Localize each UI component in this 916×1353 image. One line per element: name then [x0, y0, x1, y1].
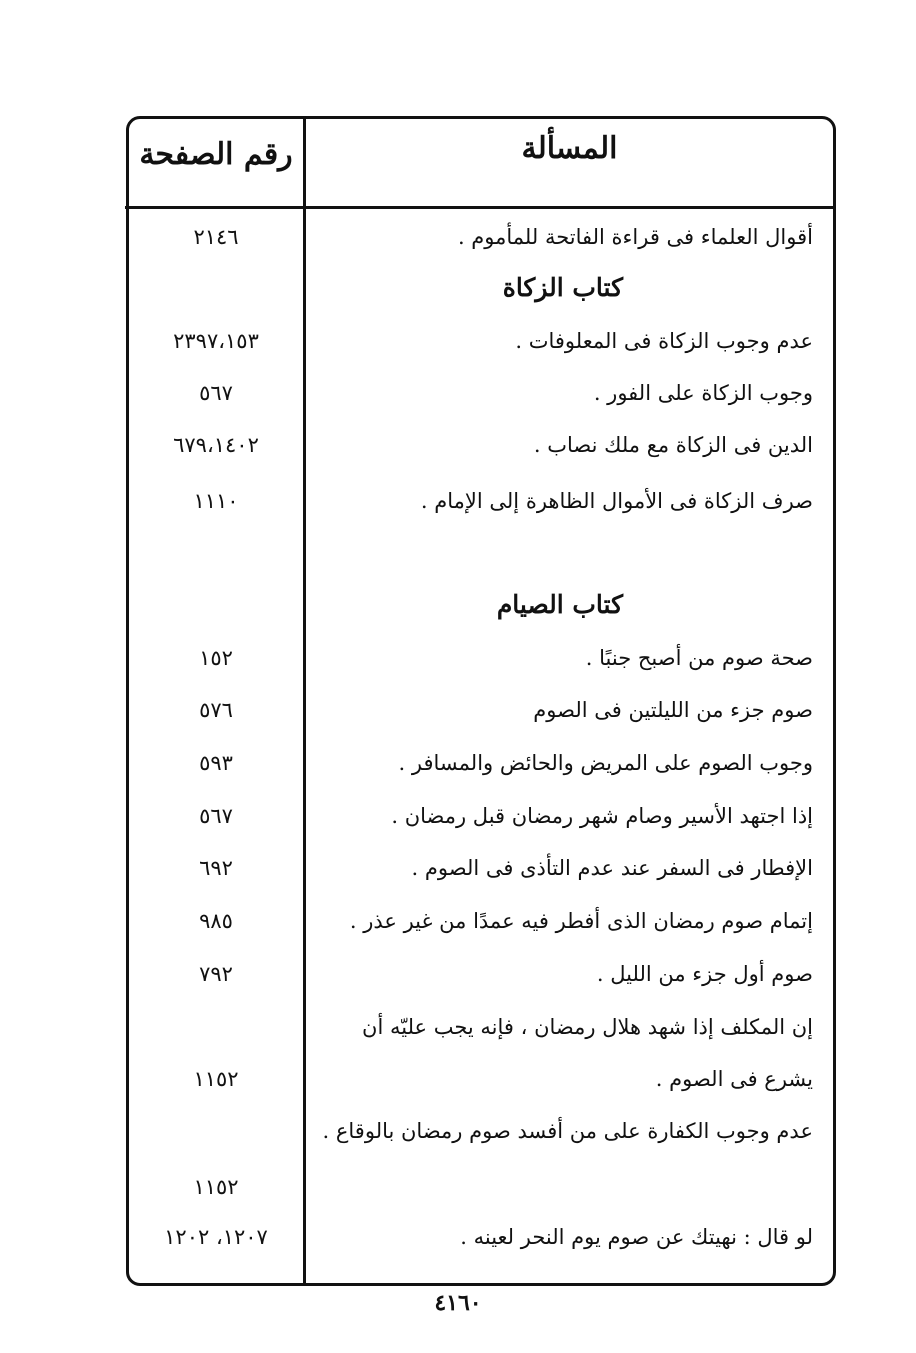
header-divider [125, 206, 833, 209]
page-ref: ١٥٢ [199, 646, 233, 670]
section-title: كتاب الصيام [496, 590, 623, 619]
page-number-column-header: رقم الصفحة [139, 137, 293, 172]
issue-column-header: المسألة [521, 131, 618, 166]
issue-text: إذا اجتهد الأسير وصام شهر رمضان قبل رمضان . [391, 804, 813, 828]
issue-text: صحة صوم من أصبح جنبًا . [585, 646, 813, 670]
index-table [126, 116, 836, 1286]
issue-text: صوم أول جزء من الليل . [596, 962, 813, 986]
page-ref: ١١١٠ [193, 489, 239, 513]
page-ref: ٥٩٣ [199, 751, 233, 775]
page-ref: ٥٦٧ [199, 804, 233, 828]
issue-text: صوم جزء من الليلتين فى الصوم [533, 698, 813, 722]
page-number: ٤١٦٠ [434, 1290, 482, 1316]
issue-text: الإفطار فى السفر عند عدم التأذى فى الصوم . [411, 856, 813, 880]
page-ref: ٦٩٢ [199, 856, 233, 880]
issue-text: أقوال العلماء فى قراءة الفاتحة للمأموم . [457, 225, 813, 249]
issue-text: لو قال : نهيتك عن صوم يوم النحر لعينه . [460, 1225, 813, 1249]
page-ref: ١١٥٢ [193, 1067, 239, 1091]
page-ref: ٥٦٧ [199, 381, 233, 405]
section-title: كتاب الزكاة [502, 273, 623, 302]
page-ref: ١٢٠٧، ١٢٠٢ [164, 1225, 268, 1249]
page-ref: ٩٨٥ [199, 909, 233, 933]
page-ref: ٦٧٩،١٤٠٢ [173, 433, 259, 457]
issue-text: عدم وجوب الكفارة على من أفسد صوم رمضان بالوقاع . [322, 1119, 813, 1143]
page-ref: ٧٩٢ [199, 962, 233, 986]
page-ref: ١١٥٢ [193, 1175, 239, 1199]
issue-text: الدين فى الزكاة مع ملك نصاب . [533, 433, 813, 457]
page-ref: ٥٧٦ [199, 698, 233, 722]
page-ref: ٢١٤٦ [193, 225, 239, 249]
issue-text: وجوب الصوم على المريض والحائض والمسافر . [398, 751, 813, 775]
issue-text: عدم وجوب الزكاة فى المعلوفات . [515, 329, 813, 353]
page-ref: ٢٣٩٧،١٥٣ [173, 329, 259, 353]
issue-text: إن المكلف إذا شهد هلال رمضان ، فإنه يجب عليّه أن يشرع فى الصوم . [362, 1015, 813, 1091]
issue-text: صرف الزكاة فى الأموال الظاهرة إلى الإمام . [420, 489, 813, 513]
issue-text: إتمام صوم رمضان الذى أفطر فيه عمدًا من غير عذر . [349, 909, 813, 933]
issue-text: وجوب الزكاة على الفور . [593, 381, 813, 405]
